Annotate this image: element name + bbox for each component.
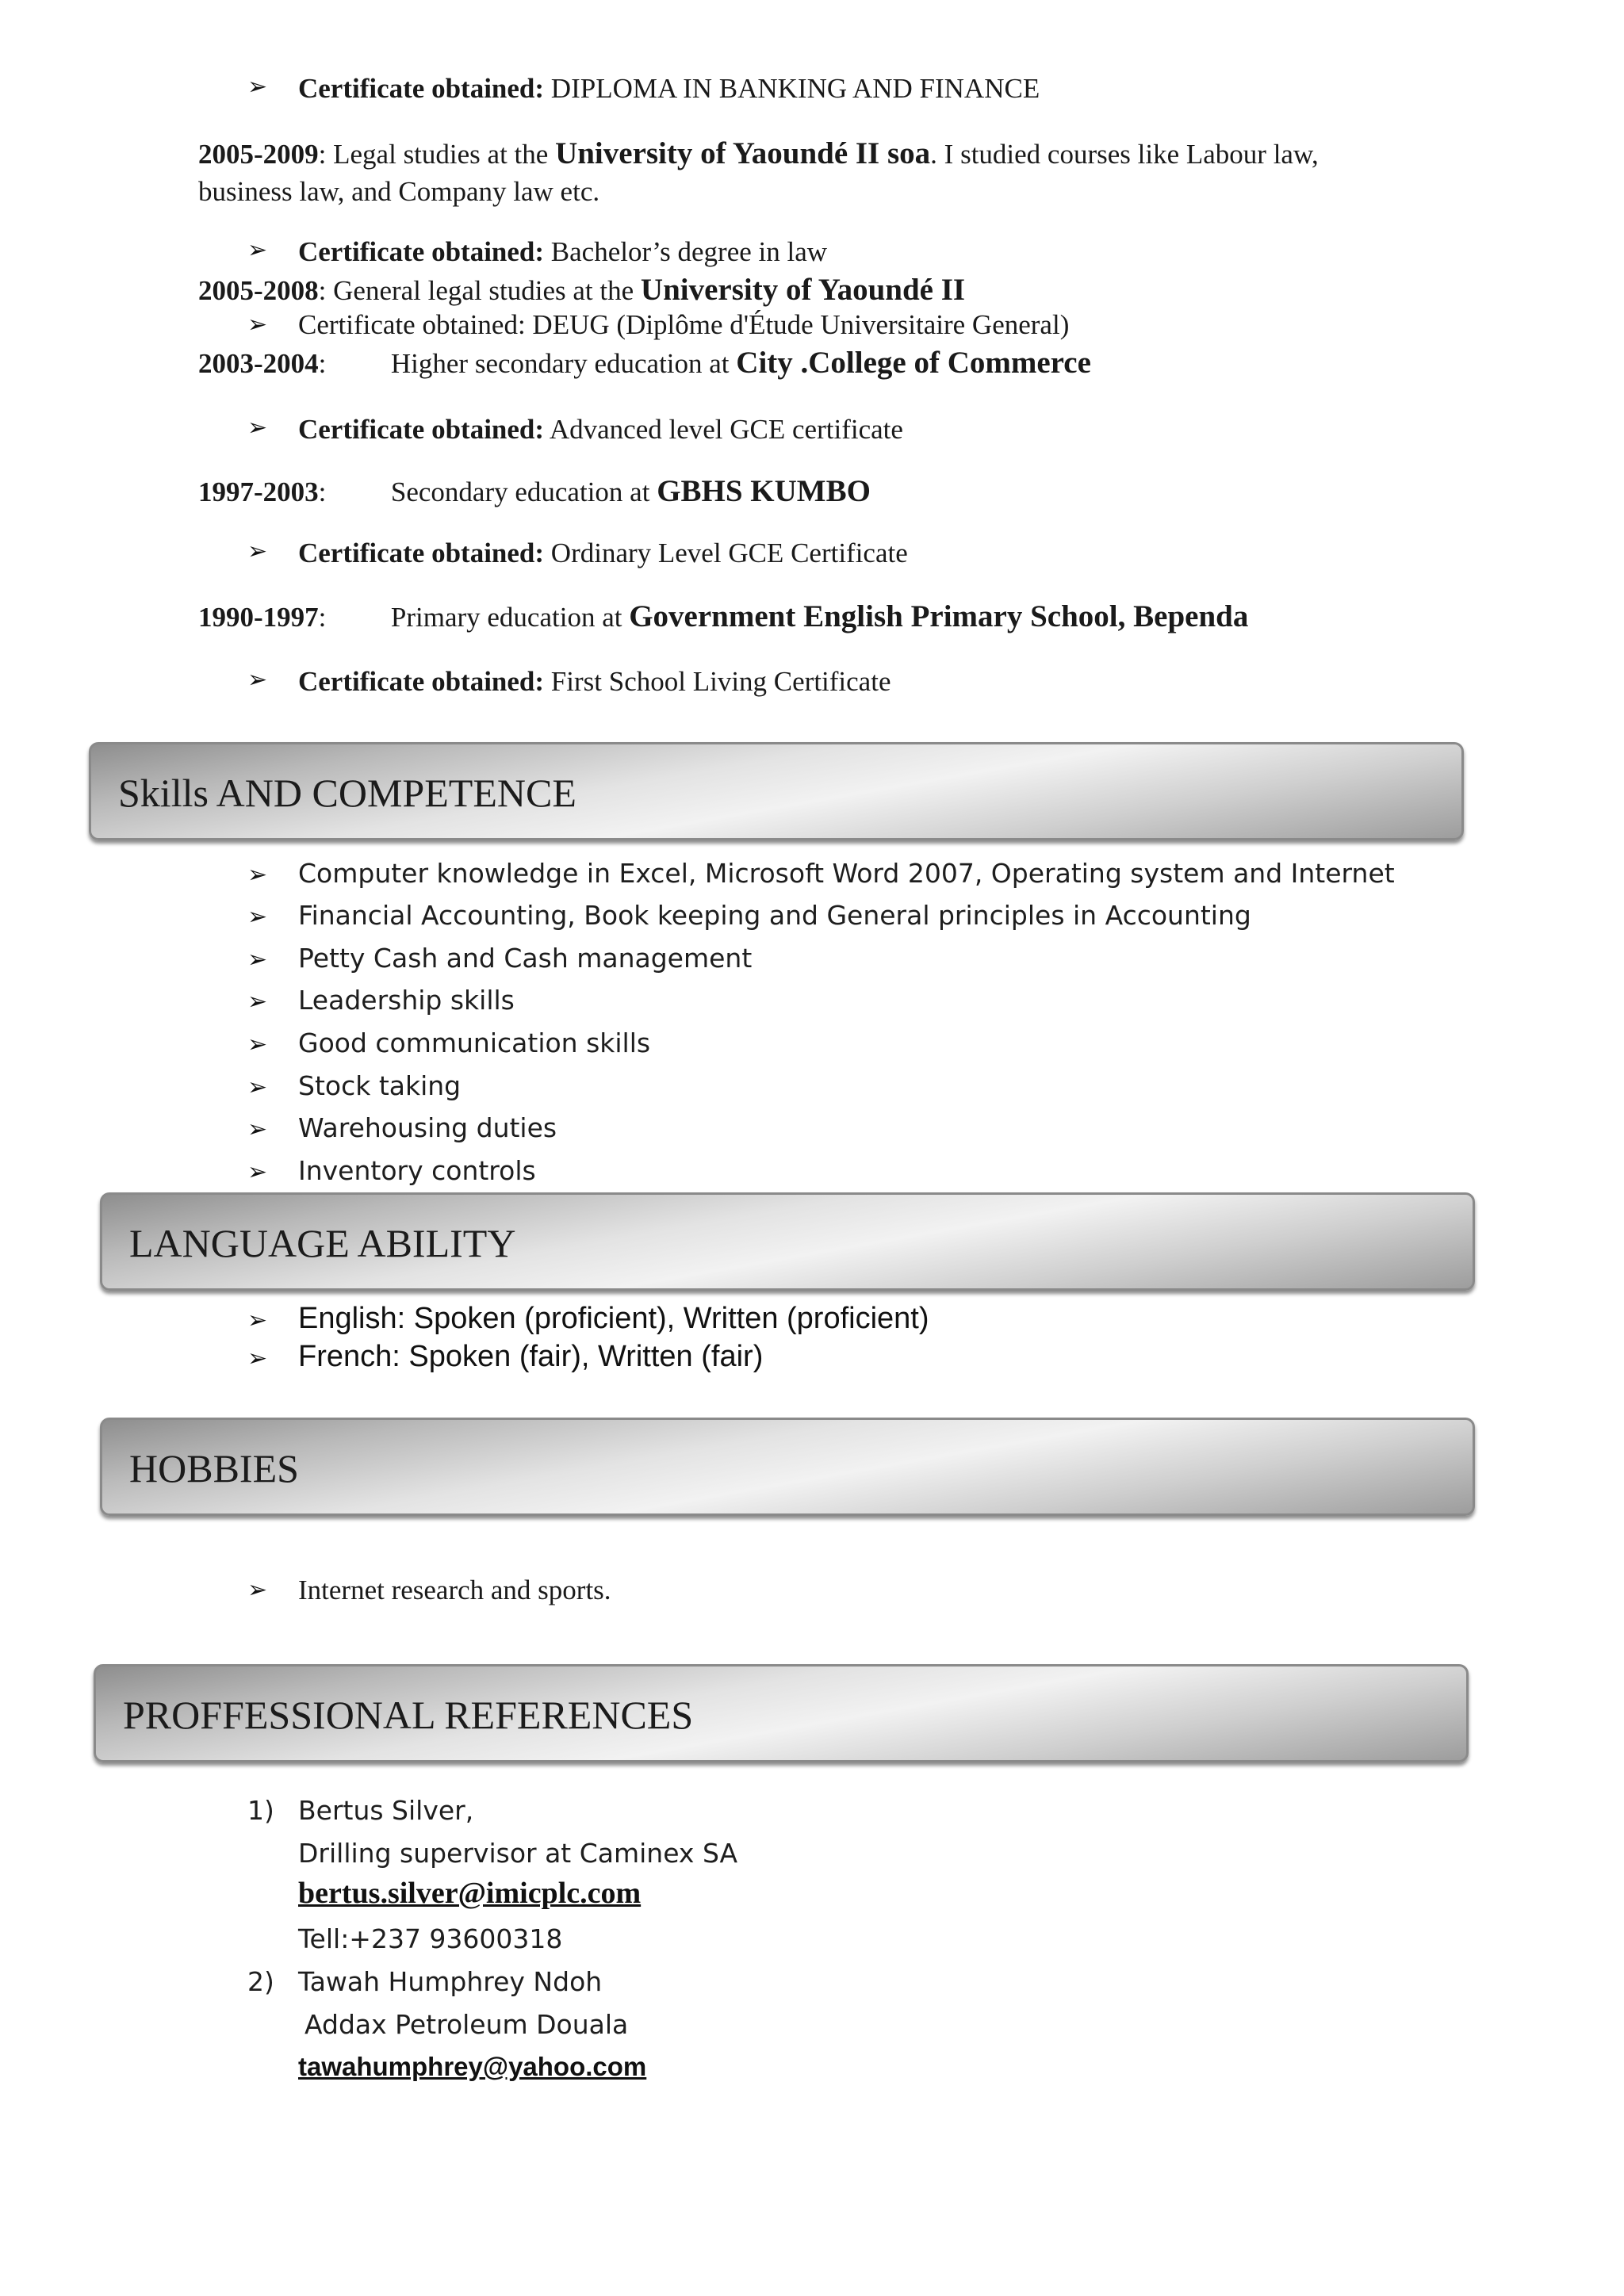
arrow-bullet-icon: ➢: [247, 1115, 268, 1143]
arrow-bullet-icon: ➢: [247, 1576, 268, 1604]
reference-number: 1): [247, 1795, 274, 1826]
entry-text: Legal studies at the: [333, 139, 549, 170]
arrow-bullet-icon: ➢: [247, 236, 268, 264]
cert-label: Certificate obtained: [298, 414, 535, 445]
entry-institution: University of Yaoundé II soa: [555, 136, 931, 170]
section-header-skills: [89, 742, 1464, 840]
list-item: English: Spoken (proficient), Written (proficient): [298, 1302, 929, 1335]
section-title: Skills AND COMPETENCE: [118, 771, 576, 815]
list-item: Stock taking: [298, 1070, 462, 1101]
entry-years: 2005-2008: [198, 275, 319, 306]
entry-text: . I studied courses like Labour law,: [930, 139, 1319, 170]
entry-years: 2003-2004: [198, 348, 319, 379]
entry-continuation: business law, and Company law etc.: [198, 176, 600, 207]
arrow-bullet-icon: ➢: [247, 1073, 268, 1101]
cert-label: Certificate obtained: [298, 666, 535, 697]
entry-text: Primary education at: [390, 602, 622, 633]
reference-role: Drilling supervisor at Caminex SA: [298, 1838, 738, 1869]
entry-years: 1990-1997: [198, 602, 319, 633]
arrow-bullet-icon: ➢: [247, 666, 268, 694]
arrow-bullet-icon: ➢: [247, 946, 268, 974]
arrow-bullet-icon: ➢: [247, 73, 268, 101]
entry-institution: Government English Primary School, Bependa: [629, 599, 1249, 633]
list-item: Computer knowledge in Excel, Microsoft Word 2007, Operating system and Internet: [298, 858, 1395, 889]
cert-value: First School Living Certificate: [550, 666, 891, 697]
entry-institution: City .College of Commerce: [736, 346, 1091, 380]
entry-institution: University of Yaoundé II: [640, 273, 966, 307]
education-entry: 2003-2004: Higher secondary education at City .College of Commerce: [198, 346, 1091, 380]
cert-value: Advanced level GCE certificate: [549, 414, 903, 445]
list-item: Internet research and sports.: [298, 1575, 611, 1605]
list-item: Warehousing duties: [298, 1112, 557, 1143]
arrow-bullet-icon: ➢: [247, 538, 268, 565]
arrow-bullet-icon: ➢: [247, 1031, 268, 1058]
list-item: Petty Cash and Cash management: [298, 943, 753, 974]
arrow-bullet-icon: ➢: [247, 988, 268, 1016]
arrow-bullet-icon: ➢: [247, 861, 268, 889]
education-entry: 2005-2008: General legal studies at the University of Yaoundé II: [198, 273, 966, 307]
section-title: PROFFESSIONAL REFERENCES: [123, 1693, 694, 1737]
cert-label: Certificate obtained: [298, 73, 535, 104]
section-header-language: [100, 1192, 1475, 1291]
list-item: Leadership skills: [298, 985, 515, 1016]
section-title: HOBBIES: [129, 1446, 299, 1490]
arrow-bullet-icon: ➢: [247, 311, 268, 339]
entry-text: General legal studies at the: [333, 275, 634, 306]
entry-text: Higher secondary education at: [390, 348, 730, 379]
cert-value: DIPLOMA IN BANKING AND FINANCE: [550, 73, 1040, 104]
reference-email-link[interactable]: tawahumphrey@yahoo.com: [298, 2052, 647, 2081]
section-header-references: [94, 1664, 1469, 1762]
cert-label: Certificate obtained: [298, 236, 535, 267]
arrow-bullet-icon: ➢: [247, 1307, 268, 1334]
list-item: French: Spoken (fair), Written (fair): [298, 1340, 764, 1373]
entry-text: Secondary education at: [390, 476, 650, 507]
education-entry: 1997-2003: Secondary education at GBHS KUMBO: [198, 474, 871, 508]
entry-years: 1997-2003: [198, 476, 319, 507]
list-item: Good communication skills: [298, 1027, 651, 1058]
list-item: Financial Accounting, Book keeping and General principles in Accounting: [298, 900, 1251, 931]
cert-label: Certificate obtained: [298, 538, 535, 568]
certificate-line: Certificate obtained: Advanced level GCE certificate: [298, 414, 903, 445]
education-entry: 2005-2009: Legal studies at the University of Yaoundé II soa. I studied courses like Labour law,: [198, 136, 1319, 170]
cert-value: Ordinary Level GCE Certificate: [550, 538, 908, 568]
reference-name: Tawah Humphrey Ndoh: [298, 1966, 603, 1997]
entry-years: 2005-2009: [198, 139, 319, 170]
reference-name: Bertus Silver,: [298, 1795, 474, 1826]
certificate-line: Certificate obtained: Bachelor’s degree in law: [298, 236, 828, 267]
list-item: Inventory controls: [298, 1155, 536, 1186]
arrow-bullet-icon: ➢: [247, 903, 268, 931]
certificate-line: Certificate obtained: DEUG (Diplôme d'Étude Universitaire General): [298, 309, 1070, 340]
certificate-line: Certificate obtained: DIPLOMA IN BANKING AND FINANCE: [298, 73, 1040, 104]
certificate-line: Certificate obtained: Ordinary Level GCE Certificate: [298, 538, 908, 568]
reference-org: Addax Petroleum Douala: [304, 2009, 629, 2040]
arrow-bullet-icon: ➢: [247, 414, 268, 442]
education-entry: 1990-1997: Primary education at Government English Primary School, Bependa: [198, 599, 1249, 633]
reference-phone: Tell:+237 93600318: [298, 1923, 563, 1954]
arrow-bullet-icon: ➢: [247, 1158, 268, 1186]
reference-number: 2): [247, 1966, 274, 1997]
cert-value: Bachelor’s degree in law: [550, 236, 828, 267]
certificate-line: Certificate obtained: First School Living Certificate: [298, 666, 891, 697]
reference-email-link[interactable]: bertus.silver@imicplc.com: [298, 1877, 642, 1910]
entry-institution: GBHS KUMBO: [657, 474, 871, 508]
section-title: LANGUAGE ABILITY: [129, 1221, 516, 1265]
arrow-bullet-icon: ➢: [247, 1345, 268, 1372]
section-header-hobbies: [100, 1418, 1475, 1516]
